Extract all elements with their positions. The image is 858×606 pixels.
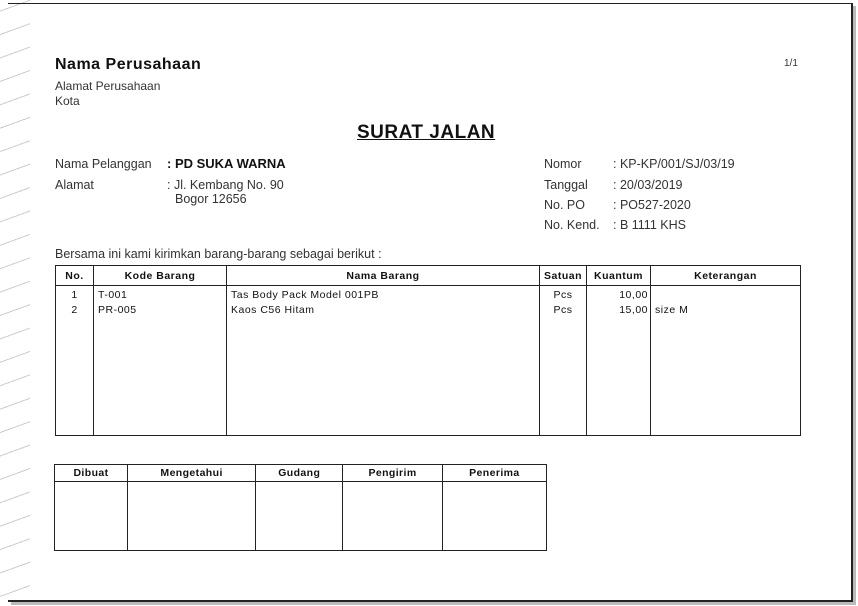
company-city: Kota bbox=[55, 94, 80, 108]
cell-nama: Tas Body Pack Model 001PB bbox=[231, 289, 379, 301]
cell-nama: Kaos C56 Hitam bbox=[231, 304, 315, 316]
meta-value: : PO527-2020 bbox=[613, 198, 691, 212]
customer-address-line1: : Jl. Kembang No. 90 bbox=[167, 178, 284, 192]
signature-box bbox=[442, 482, 546, 551]
table-body bbox=[56, 286, 801, 436]
signature-table bbox=[54, 464, 547, 551]
signature-header: Mengetahui bbox=[128, 465, 256, 482]
col-header: Kode Barang bbox=[94, 266, 227, 286]
meta-label: No. Kend. bbox=[544, 218, 600, 232]
intro-text: Bersama ini kami kirimkan barang-barang sebagai berikut : bbox=[55, 247, 382, 261]
cell-satuan: Pcs bbox=[553, 304, 573, 316]
meta-value: : KP-KP/001/SJ/03/19 bbox=[613, 157, 735, 171]
company-name: Nama Perusahaan bbox=[55, 56, 202, 73]
cell-satuan: Pcs bbox=[553, 289, 573, 301]
cell-kuantum: 15,00 bbox=[619, 304, 648, 316]
cell-keterangan bbox=[655, 288, 796, 303]
signature-header: Gudang bbox=[256, 465, 343, 482]
document-title: SURAT JALAN bbox=[357, 122, 496, 143]
col-header: Nama Barang bbox=[227, 266, 540, 286]
customer-address-label: Alamat bbox=[55, 178, 94, 192]
signature-box bbox=[343, 482, 442, 551]
customer-name: : PD SUKA WARNA bbox=[167, 156, 286, 171]
meta-label: Tanggal bbox=[544, 178, 588, 192]
col-header: No. bbox=[56, 266, 94, 286]
cell-no: 1 bbox=[71, 289, 78, 301]
items-table bbox=[55, 265, 801, 436]
signature-box bbox=[256, 482, 343, 551]
page-indicator: 1/1 bbox=[784, 58, 798, 69]
cell-no: 2 bbox=[71, 304, 78, 316]
cell-keterangan: size M bbox=[655, 304, 689, 316]
cell-kode: PR-005 bbox=[98, 304, 137, 316]
signature-box bbox=[128, 482, 256, 551]
customer-name-label: Nama Pelanggan bbox=[55, 157, 152, 171]
table-header bbox=[56, 266, 801, 286]
meta-label: Nomor bbox=[544, 157, 582, 171]
meta-value: : B 1111 KHS bbox=[613, 218, 686, 232]
col-header: Keterangan bbox=[651, 266, 801, 286]
signature-box bbox=[55, 482, 128, 551]
cell-kode: T-001 bbox=[98, 289, 128, 301]
signature-header: Dibuat bbox=[55, 465, 128, 482]
col-header: Satuan bbox=[540, 266, 587, 286]
col-header: Kuantum bbox=[587, 266, 651, 286]
signature-header: Penerima bbox=[442, 465, 546, 482]
meta-label: No. PO bbox=[544, 198, 585, 212]
company-address: Alamat Perusahaan bbox=[55, 79, 161, 93]
customer-address-line2: Bogor 12656 bbox=[175, 192, 247, 206]
cell-kuantum: 10,00 bbox=[619, 289, 648, 301]
meta-value: : 20/03/2019 bbox=[613, 178, 683, 192]
signature-header: Pengirim bbox=[343, 465, 442, 482]
